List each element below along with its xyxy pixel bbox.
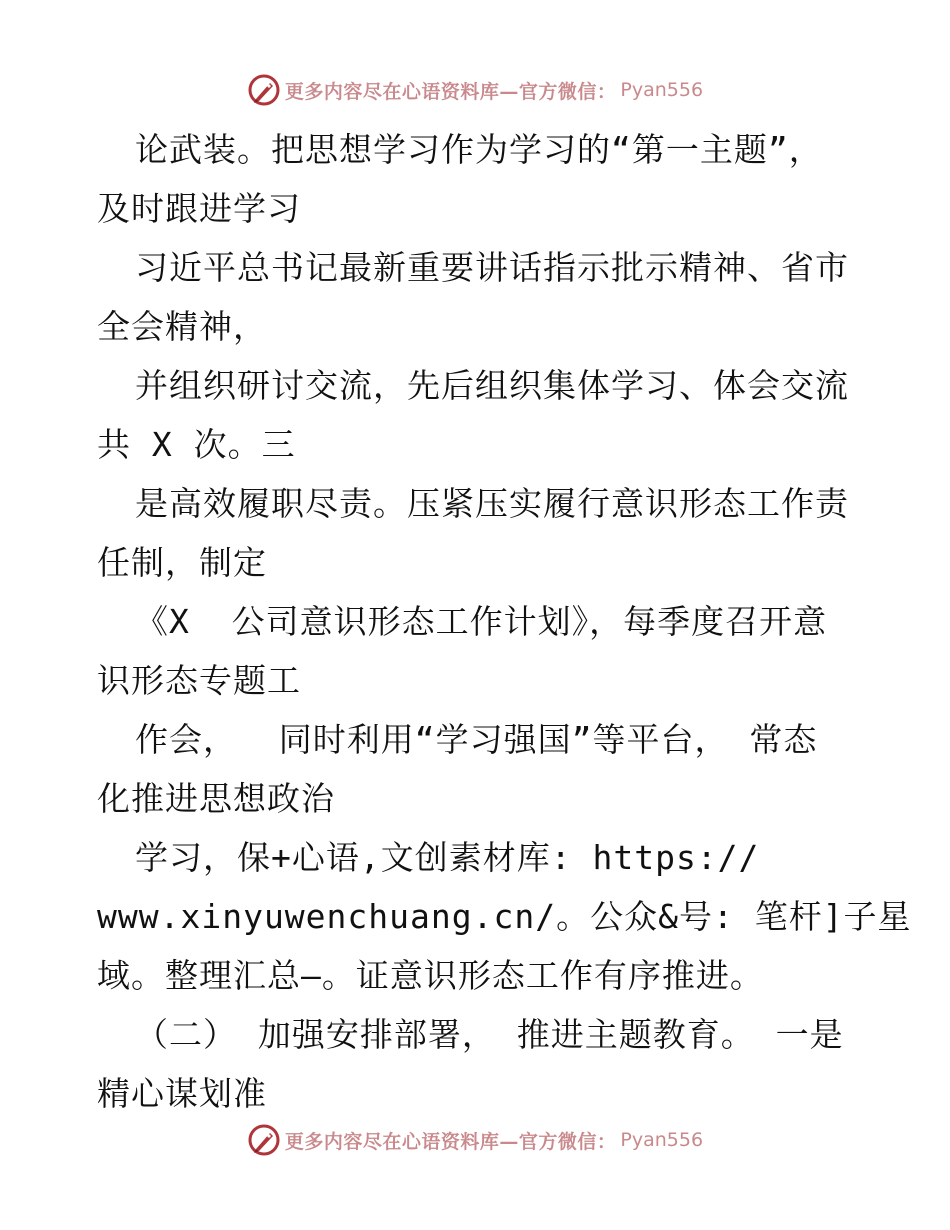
document-body [97,120,912,1123]
body-line: www.xinyuwenchuang.cn/。公众&号: 笔杆]子星 [97,897,912,936]
footer-banner-text: 更多内容尽在心语资料库—官方微信： [284,1130,617,1153]
body-line: （二） 加强安排部署， 推进主题教育。 一是 [135,1015,844,1054]
body-line: 识形态专题工 [97,661,301,700]
body-line: 作会， 同时利用“学习强国”等平台， 常态 [135,720,818,759]
page-footer [0,1120,950,1160]
body-line: 共 X 次。三 [97,425,296,464]
body-line: 任制，制定 [97,543,267,582]
body-line: 论武装。把思想学习作为学习的“第一主题”， [135,130,823,169]
header-banner-contact: Pyan556 [620,79,704,101]
body-line: 及时跟进学习 [97,189,301,228]
page-header [0,70,950,110]
pen-nib-logo-icon [247,73,281,107]
body-line: 精心谋划准 [97,1074,267,1113]
header-banner-text: 更多内容尽在心语资料库—官方微信： [284,80,617,103]
body-line: 习近平总书记最新重要讲话指示批示精神、省市 [135,248,849,287]
footer-banner [247,1123,703,1157]
body-line: 《X 公司意识形态工作计划》，每季度召开意 [135,602,828,641]
body-line: 学习，保+心语,文创素材库: https:// [135,838,760,877]
body-line: 是高效履职尽责。压紧压实履行意识形态工作责 [135,484,849,523]
footer-banner-contact: Pyan556 [620,1129,704,1151]
pen-nib-logo-icon [247,1123,281,1157]
body-line: 化推进思想政治 [97,779,335,818]
body-line: 并组织研讨交流，先后组织集体学习、体会交流 [135,366,849,405]
header-banner [247,73,703,107]
body-line: 域。整理汇总—。证意识形态工作有序推进。 [97,956,764,995]
body-line: 全会精神， [97,307,267,346]
